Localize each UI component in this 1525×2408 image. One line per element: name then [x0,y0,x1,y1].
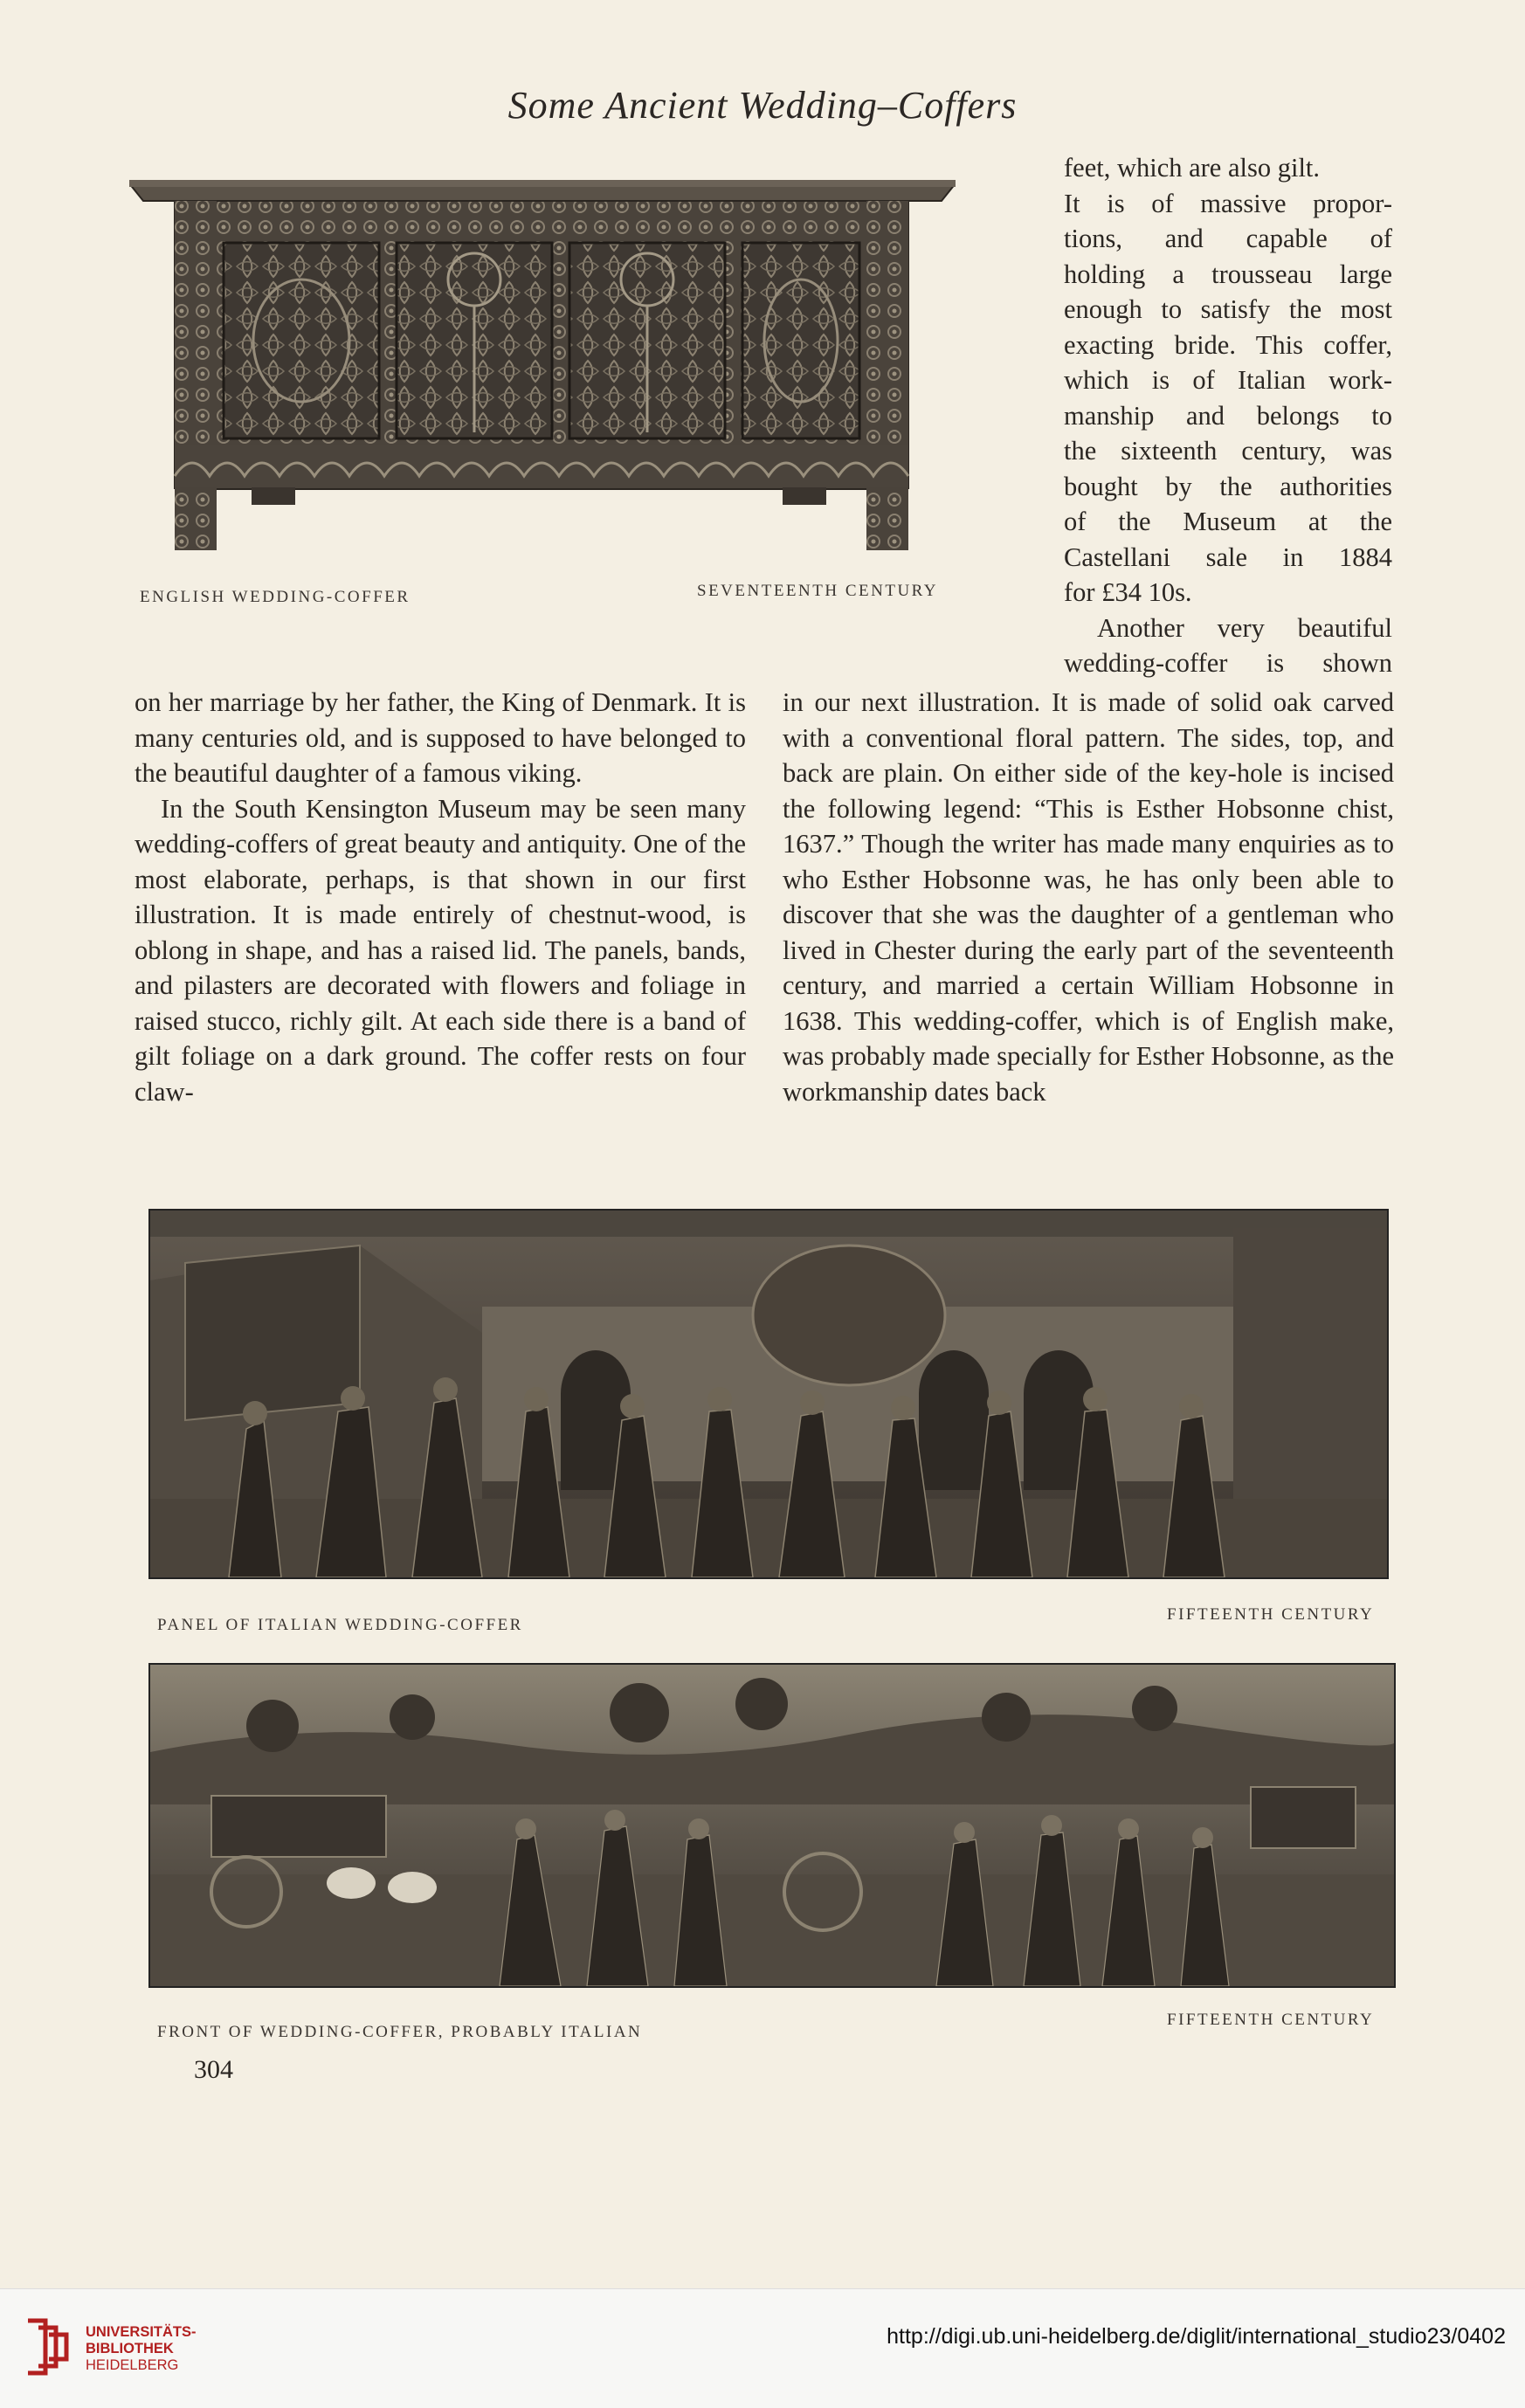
paragraph: on her marriage by her father, the King of Denmark. It is many centuries old, and is supposed to have belonged to the beautiful daughter of a famous viking. [135,687,746,788]
text-line: manship and belongs to [1064,400,1392,431]
panel-illustration [150,1211,1387,1577]
coffer-illustration [129,175,956,550]
figure1-caption-left: ENGLISH WEDDING-COFFER [140,588,411,606]
digitization-footer [0,2288,1525,2408]
figure1-caption-right: SEVENTEENTH CENTURY [697,582,939,600]
library-name-line: BIBLIOTHEK [86,2341,174,2356]
running-title: Some Ancient Wedding–Coffers [507,84,1018,127]
paragraph [135,791,746,1110]
text-line: tions, and capable of [1064,224,1392,253]
text-line: enough to satisfy the most [1064,294,1392,324]
right-column [783,685,1394,1109]
text-line: It is of massive propor- [1064,188,1392,218]
figure3-caption-left: FRONT OF WEDDING-COFFER, PROBABLY ITALIAN [157,2023,643,2041]
figure3-caption-right: FIFTEENTH CENTURY [1167,2011,1375,2029]
library-name-line: UNIVERSITÄTS- [86,2324,197,2340]
figure2-caption-left: PANEL OF ITALIAN WEDDING-COFFER [157,1616,523,1634]
procession-illustration [150,1665,1394,1986]
text-line: which is of Italian work- [1064,365,1392,395]
text-line: the sixteenth century, was [1064,436,1392,466]
library-name-line: HEIDELBERG [86,2357,179,2373]
source-url-link[interactable]: http://digi.ub.uni-heidelberg.de/diglit/international_studio23/0402 [887,2324,1506,2349]
page-number: 304 [194,2055,233,2084]
text-line: of the Museum at the [1064,507,1392,536]
left-column [135,685,746,1109]
paragraph: in our next illustration. It is made of solid oak carved with a conventional floral pattern. The sides, top, and back are plain. On either side of the key-hole is incised the following legend: “This is Esther Hobsonne chist, 1637.” Though the writer has made many enquiries as to who Esther Hobsonne was, he has only been able to discover that she was the daughter of a gentleman who lived in Chester during the early part of the seventeenth century, and married a certain William Hobsonne in 1638. This wedding-coffer, which is of English make, was probably made specially for Esther Hobsonne, as the workmanship dates back [783,687,1394,1107]
text-line: wedding-coffer is shown [1064,648,1392,678]
figure-english-coffer [129,175,956,550]
library-logo-icon [19,2312,73,2382]
figure-italian-panel [148,1209,1389,1579]
figure2-caption-right: FIFTEENTH CENTURY [1167,1605,1375,1624]
text-line: Another very beautiful [1097,612,1392,643]
right-column-top [1064,150,1392,681]
text-line: for £34 10s. [1064,577,1192,607]
text-line: bought by the authorities [1064,471,1392,501]
figure-coffer-front [148,1663,1396,1988]
text-line: holding a trousseau large [1064,259,1392,289]
library-name [86,2324,197,2374]
text-line: exacting bride. This coffer, [1064,329,1392,360]
text-line: feet, which are also gilt. [1064,153,1321,183]
paragraph-text: In the South Kensington Museum may be seen many wedding-coffers of great beauty and antiquity. One of the most elaborate, perhaps, is that shown in our first illustration. It is made entirely of chestnut-wood, is oblong in shape, and has a raised lid. The panels, bands, and pilasters are decorated with flowers and foliage in raised stucco, richly gilt. At each side there is a band of gilt foliage on a dark ground. The coffer rests on four claw- [135,793,746,1107]
text-line: Castellani sale in 1884 [1064,542,1392,572]
